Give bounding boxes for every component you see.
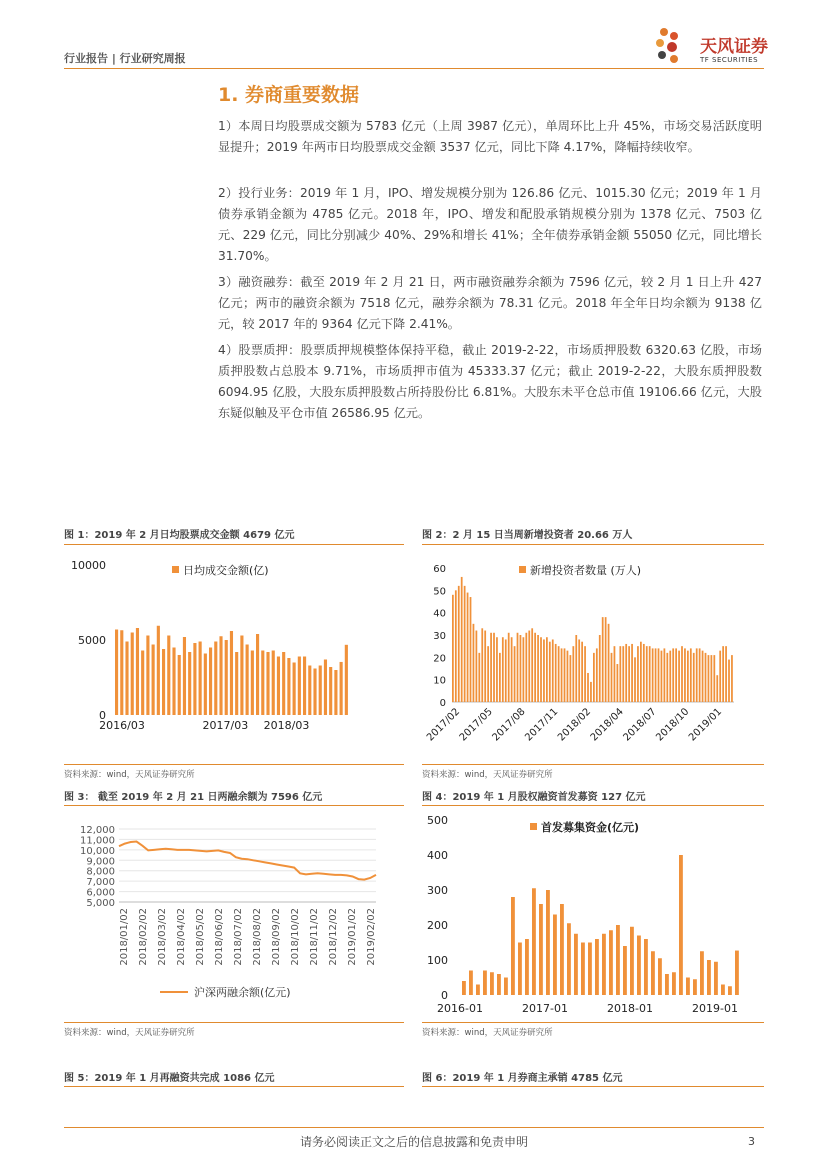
bar (256, 634, 259, 715)
bar (287, 658, 290, 715)
x-tick-label: 2019/01 (686, 706, 725, 744)
bar (646, 646, 648, 702)
bar (520, 635, 522, 702)
bar (277, 657, 280, 716)
bar (473, 624, 475, 702)
chart-daily-turnover (64, 550, 404, 760)
figure-3-bottom-divider (64, 1022, 404, 1023)
bar (716, 675, 718, 702)
bar (614, 646, 616, 702)
legend-label: 首发募集资金(亿元) (541, 821, 640, 834)
bar (240, 636, 243, 716)
bar (539, 904, 543, 995)
bar (251, 651, 254, 716)
bar (711, 655, 713, 702)
chart-ipo-funds (422, 812, 764, 1017)
bar (714, 962, 718, 995)
y-tick-label: 200 (427, 919, 448, 932)
bar (655, 648, 657, 702)
page-number: 3 (748, 1135, 755, 1148)
y-tick-label: 9,000 (86, 856, 115, 868)
bar (504, 978, 508, 996)
bar (493, 633, 495, 702)
bar (172, 648, 175, 716)
bar (225, 640, 228, 715)
legend-label: 新增投资者数量 (万人) (530, 564, 642, 577)
x-tick-label: 2016-01 (437, 1002, 483, 1015)
company-logo (650, 24, 770, 70)
figure-4-title: 图 4：2019 年 1 月股权融资首发募资 127 亿元 (422, 792, 646, 803)
legend-label: 沪深两融余额(亿元) (194, 986, 291, 999)
bar (266, 652, 269, 715)
bar (523, 637, 525, 702)
bar (658, 648, 660, 702)
x-tick-label: 2018/07 (621, 706, 659, 744)
bar (209, 648, 212, 716)
bar (735, 951, 739, 995)
bar (452, 595, 454, 702)
figure-1-bottom-divider (64, 764, 404, 765)
bar (272, 651, 275, 716)
bar (146, 636, 149, 716)
y-tick-label: 60 (433, 564, 446, 575)
paragraph-trading: 1）本周日均股票成交额为 5783 亿元（上周 3987 亿元），单周环比上升 45%，市场交易活跃度明显提升；2019 年两市日均股票成交金额 3537 亿元，同比下降 4.17%，降幅持续收窄。 (218, 119, 762, 154)
bar (490, 633, 492, 702)
footer-disclaimer: 请务必阅读正文之后的信息披露和免责申明 (299, 1135, 528, 1149)
bar (125, 642, 128, 716)
bar (658, 958, 662, 995)
bar (476, 631, 478, 702)
bar (469, 971, 473, 996)
paragraph-margin: 3）融资融券：截至 2019 年 2 月 21 日，两市融资融券余额为 7596 亿元，较 2 月 1 日上升 427 亿元；两市的融资余额为 7518 亿元，融券余额为 78.31 亿元。2018 年全年日均余额为 9138 亿元，较 2017 年的 9364 亿元下降 2.41%。 (218, 275, 762, 331)
y-tick-label: 10000 (71, 559, 106, 572)
x-tick-label: 2017/02 (424, 706, 463, 744)
bar (517, 633, 519, 702)
bar (599, 635, 601, 702)
legend-swatch (519, 566, 526, 573)
bar (162, 649, 165, 715)
x-tick-label: 2018/04/02 (176, 908, 187, 966)
paragraph-ib: 2）投行业务：2019 年 1 月，IPO、增发规模分别为 126.86 亿元、1015.30 亿元；2019 年 1 月债券承销金额为 4785 亿元。2018 年，IPO、增发和配股承销规模分别为 1378 亿元、7503 亿元、229 亿元，同比分别减少 40%、29%和增长 41%；全年债券承销金额 55050 亿元，同比增长 31.70%。 (218, 186, 762, 263)
bar (572, 646, 574, 702)
y-tick-label: 5,000 (86, 898, 115, 909)
bar (303, 657, 306, 716)
bar (549, 642, 551, 702)
bar (235, 652, 238, 715)
bar (136, 628, 139, 715)
y-tick-label: 400 (427, 849, 448, 862)
x-tick-label: 2019/01/02 (347, 908, 358, 966)
bar (178, 655, 181, 715)
bar (722, 646, 724, 702)
bar (630, 927, 634, 995)
figure-6-divider (422, 1086, 764, 1087)
bar (581, 943, 585, 996)
bar (652, 648, 654, 702)
x-tick-label: 2018/01/02 (119, 908, 130, 966)
chart-new-investors (422, 550, 764, 760)
x-tick-label: 2018/09/02 (271, 908, 282, 966)
y-tick-label: 300 (427, 884, 448, 897)
bar (334, 670, 337, 715)
logo-name: 天风证券 (700, 37, 768, 57)
bar (540, 637, 542, 702)
bar (669, 651, 671, 702)
bar (518, 943, 522, 996)
logo-mark-icon (650, 24, 696, 70)
bar (602, 617, 604, 702)
bar (684, 648, 686, 702)
x-tick-label: 2018/07/02 (233, 908, 244, 966)
bar (693, 979, 697, 995)
legend-swatch (172, 566, 179, 573)
bar (543, 639, 545, 702)
bar (461, 577, 463, 702)
bar (731, 655, 733, 702)
bar (574, 934, 578, 995)
y-tick-label: 50 (433, 586, 446, 598)
y-tick-label: 10,000 (80, 845, 115, 857)
bar (578, 639, 580, 702)
y-tick-label: 12,000 (80, 825, 115, 836)
bar (464, 586, 466, 702)
bar (487, 646, 489, 702)
bar (605, 617, 607, 702)
bar (324, 660, 327, 716)
report-breadcrumb: 行业报告 | 行业研究周报 (64, 52, 186, 65)
bar (313, 669, 316, 716)
bar (502, 637, 504, 702)
figure-4-source: 资料来源：wind，天风证券研究所 (422, 1028, 553, 1038)
bar (219, 636, 222, 715)
y-tick-label: 8,000 (86, 866, 115, 878)
bar (725, 646, 727, 702)
figure-1-source: 资料来源：wind，天风证券研究所 (64, 770, 195, 780)
bar (575, 635, 577, 702)
bar (483, 971, 487, 996)
y-tick-label: 5000 (78, 634, 106, 647)
x-tick-label: 2018/05/02 (195, 908, 206, 966)
y-tick-label: 40 (433, 608, 446, 620)
x-tick-label: 2017-01 (522, 1002, 568, 1015)
bar (204, 654, 207, 716)
bar (497, 974, 501, 995)
bar (470, 597, 472, 702)
figure-4-bottom-divider (422, 1022, 764, 1023)
x-tick-label: 2017/08 (490, 706, 528, 744)
x-tick-label: 2018/04 (588, 706, 626, 744)
bar (672, 648, 674, 702)
bar (570, 655, 572, 702)
bar (214, 642, 217, 716)
bar (157, 626, 160, 715)
bar (193, 643, 196, 715)
bar (588, 943, 592, 996)
bar (564, 648, 566, 702)
bar (644, 939, 648, 995)
footer-divider (64, 1127, 764, 1128)
bar (490, 972, 494, 995)
bar (345, 645, 348, 715)
bar (167, 636, 170, 716)
bar (664, 648, 666, 702)
bar (619, 646, 621, 702)
x-tick-label: 2018/12/02 (328, 908, 339, 966)
x-tick-label: 2016/03 (99, 719, 145, 732)
bar (531, 628, 533, 702)
x-tick-label: 2017/05 (457, 706, 495, 744)
bar (609, 930, 613, 995)
x-tick-label: 2018/10/02 (290, 908, 301, 966)
bar (525, 939, 529, 995)
bar (534, 633, 536, 702)
bar (584, 646, 586, 702)
bar (719, 651, 721, 702)
figure-5-divider (64, 1086, 404, 1087)
legend-label: 日均成交金额(亿) (183, 564, 269, 577)
bar (728, 986, 732, 995)
x-tick-label: 2018/08/02 (252, 908, 263, 966)
bar (649, 646, 651, 702)
x-tick-label: 2018/11/02 (309, 908, 320, 966)
figure-1-title: 图 1：2019 年 2 月日均股票成交金额 4679 亿元 (64, 530, 295, 541)
bar (708, 655, 710, 702)
bar (293, 663, 296, 716)
bar (705, 653, 707, 702)
bar (319, 666, 322, 716)
bar (611, 653, 613, 702)
figure-2-bottom-divider (422, 764, 764, 765)
bar (511, 637, 513, 702)
bar (721, 985, 725, 996)
bar (687, 651, 689, 702)
bar (183, 637, 186, 715)
bar (120, 630, 123, 715)
bar (546, 890, 550, 995)
bar (686, 978, 690, 996)
bar (555, 644, 557, 702)
x-tick-label: 2018/02 (555, 706, 594, 744)
bar (702, 651, 704, 702)
bar (617, 664, 619, 702)
section-title: 1. 券商重要数据 (218, 84, 360, 106)
x-tick-label: 2018/03/02 (157, 908, 168, 966)
bar (693, 653, 695, 702)
bar (593, 653, 595, 702)
x-tick-label: 2018/10 (654, 706, 692, 744)
bar (681, 646, 683, 702)
y-tick-label: 20 (433, 653, 446, 665)
figure-1-divider (64, 544, 404, 545)
bar (552, 639, 554, 702)
y-tick-label: 500 (427, 814, 448, 827)
bar (567, 923, 571, 995)
y-tick-label: 0 (99, 709, 106, 722)
bar (587, 673, 589, 702)
y-tick-label: 100 (427, 954, 448, 967)
x-tick-label: 2018/03 (263, 719, 310, 732)
bar (699, 648, 701, 702)
bar (678, 651, 680, 702)
y-tick-label: 30 (433, 631, 446, 642)
bar (675, 648, 677, 702)
bar (623, 946, 627, 995)
bar (478, 653, 480, 702)
bar (532, 888, 536, 995)
bar (608, 624, 610, 702)
bar (458, 586, 460, 702)
bar (665, 974, 669, 995)
bar (115, 630, 118, 716)
bar (696, 648, 698, 702)
bar (553, 915, 557, 996)
bar (230, 631, 233, 715)
bar (246, 645, 249, 716)
bar (651, 951, 655, 995)
bar (581, 642, 583, 702)
bar (661, 651, 663, 702)
bar (188, 652, 191, 715)
x-tick-label: 2017/03 (202, 719, 249, 732)
x-tick-label: 2019-01 (692, 1002, 738, 1015)
bar (622, 646, 624, 702)
chart-margin-balance (64, 812, 404, 1017)
bar (525, 633, 527, 702)
bar (455, 590, 457, 702)
bar (672, 972, 676, 995)
bar (666, 653, 668, 702)
bar (625, 644, 627, 702)
bar (131, 633, 134, 716)
legend-swatch (530, 823, 537, 830)
bar (631, 644, 633, 702)
bar (282, 652, 285, 715)
figure-3-source: 资料来源：wind，天风证券研究所 (64, 1028, 195, 1038)
bar (713, 655, 715, 702)
figure-2-divider (422, 544, 764, 545)
figure-5-title: 图 5：2019 年 1 月再融资共完成 1086 亿元 (64, 1073, 275, 1084)
y-tick-label: 11,000 (80, 835, 115, 847)
bar (476, 985, 480, 996)
bar (505, 639, 507, 702)
figure-6-title: 图 6：2019 年 1 月券商主承销 4785 亿元 (422, 1073, 623, 1084)
bar (643, 644, 645, 702)
paragraph-pledge: 4）股票质押：股票质押规模整体保持平稳，截止 2019-2-22，市场质押股数 6320.63 亿股，市场质押股数占总股本 9.71%，市场质押市值为 45333.37 亿元；截止 2019-2-22，大股东质押股数 6094.95 亿股，大股东质押股数占所持股份比 6.81%。大股东未平仓总市值 19106.66 亿元，大股东疑似触及平仓市值 26586.95 亿元。 (218, 343, 762, 420)
figure-2-source: 资料来源：wind，天风证券研究所 (422, 770, 553, 780)
y-tick-label: 0 (441, 989, 448, 1002)
figure-3-divider (64, 805, 404, 806)
x-tick-label: 2018/06/02 (214, 908, 225, 966)
figure-2-title: 图 2：2 月 15 日当周新增投资者 20.66 万人 (422, 530, 633, 541)
bar (308, 666, 311, 716)
bar (640, 642, 642, 702)
bar (628, 646, 630, 702)
x-tick-label: 2018-01 (607, 1002, 653, 1015)
y-tick-label: 6,000 (86, 887, 115, 899)
bar (329, 667, 332, 715)
bar (679, 855, 683, 995)
bar (496, 637, 498, 702)
bar (616, 925, 620, 995)
logo-subtitle: TF SECURITIES (700, 56, 759, 64)
bar (596, 648, 598, 702)
bar (467, 593, 469, 702)
bar (728, 660, 730, 702)
bar (561, 648, 563, 702)
figure-3-title: 图 3： 截至 2019 年 2 月 21 日两融余额为 7596 亿元 (64, 792, 323, 803)
bar (707, 960, 711, 995)
y-tick-label: 10 (433, 675, 446, 687)
bar (528, 631, 530, 702)
bar (514, 646, 516, 702)
bar (340, 662, 343, 715)
bar (558, 646, 560, 702)
bar (511, 897, 515, 995)
y-tick-label: 0 (439, 698, 446, 709)
bar (602, 934, 606, 995)
bar (634, 657, 636, 702)
bar (700, 951, 704, 995)
bar (537, 635, 539, 702)
bar (590, 682, 592, 702)
x-tick-label: 2017/11 (523, 706, 561, 744)
bar (637, 936, 641, 996)
bar (298, 657, 301, 716)
y-tick-label: 7,000 (86, 877, 115, 889)
bar (462, 981, 466, 995)
x-tick-label: 2019/02/02 (366, 908, 377, 966)
x-tick-label: 2018/02/02 (138, 908, 149, 966)
bar (595, 939, 599, 995)
bar (152, 645, 155, 716)
bar (560, 904, 564, 995)
bar (499, 653, 501, 702)
bar (567, 651, 569, 702)
bar (637, 646, 639, 702)
bar (261, 651, 264, 716)
bar (508, 633, 510, 702)
bar (199, 642, 202, 716)
bar (141, 651, 144, 716)
bar (481, 628, 483, 702)
bar (546, 637, 548, 702)
bar (690, 648, 692, 702)
bar (484, 631, 486, 702)
figure-4-divider (422, 805, 764, 806)
